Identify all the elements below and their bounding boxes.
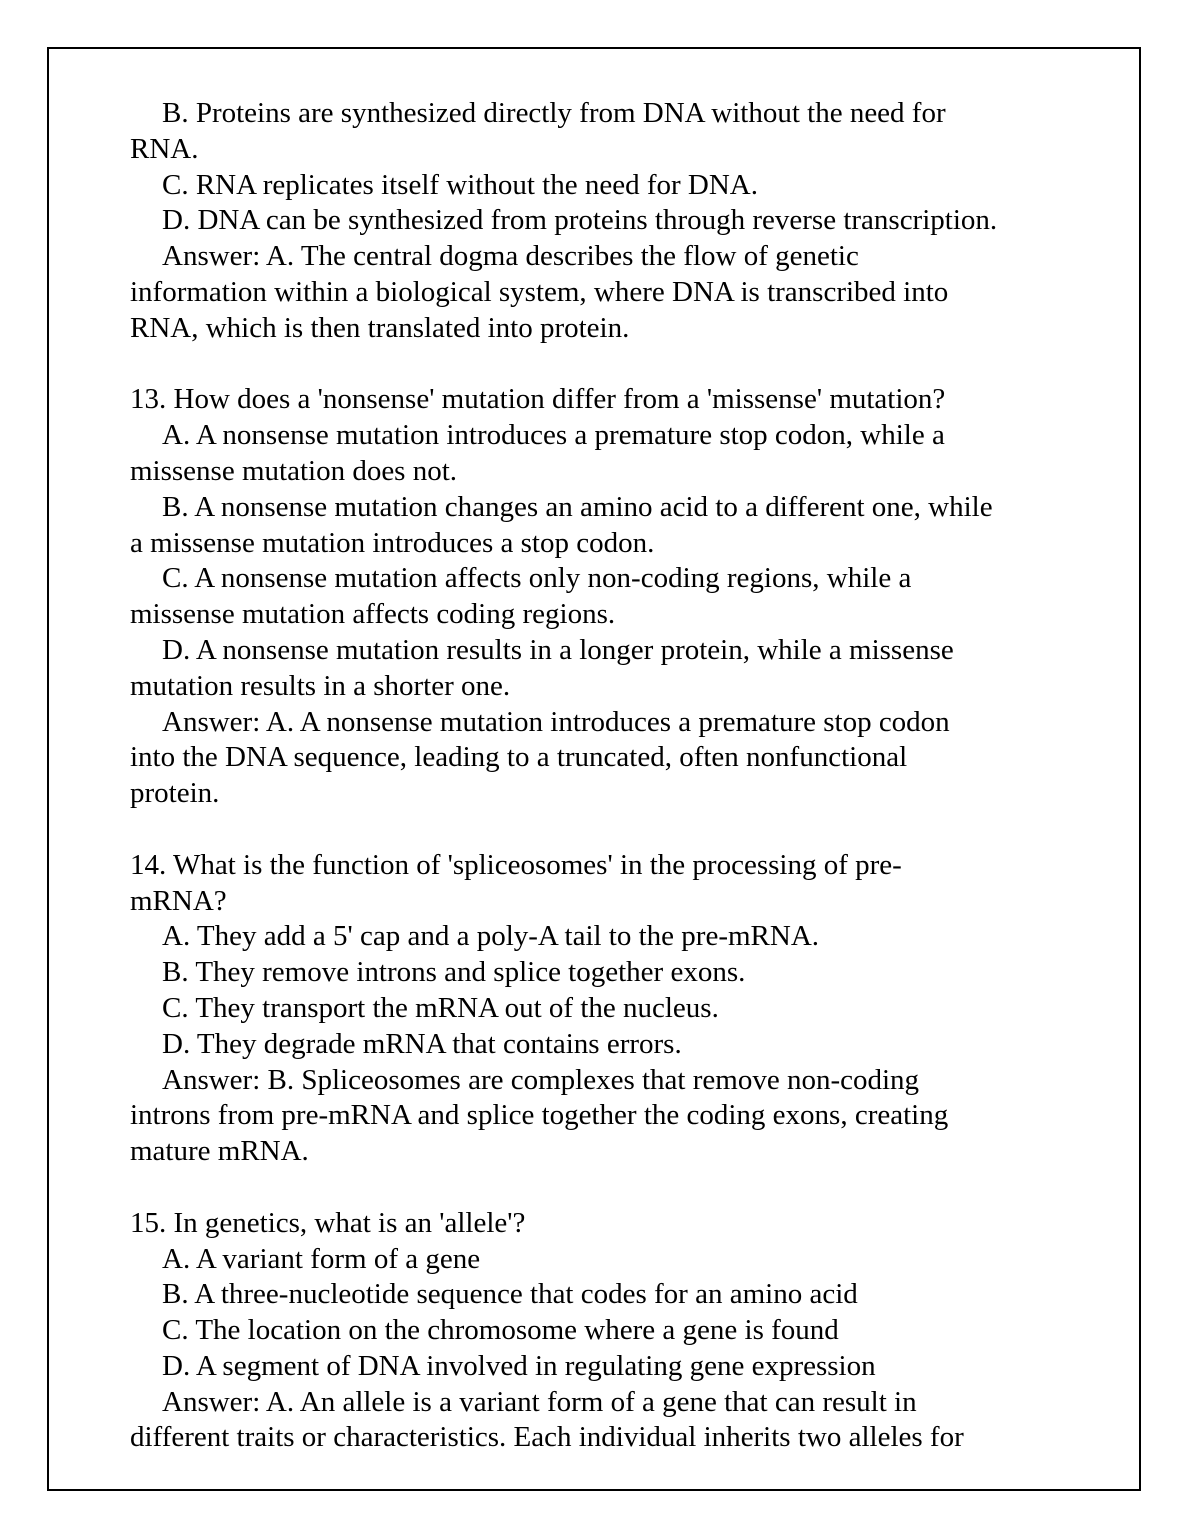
answer-continued: RNA, which is then translated into protein.: [130, 311, 630, 344]
option-b: B. A three-nucleotide sequence that codes for an amino acid: [162, 1278, 858, 1311]
question-text: 15. In genetics, what is an 'allele'?: [130, 1206, 526, 1239]
option-a: A. A variant form of a gene: [162, 1242, 481, 1275]
option-c: C. A nonsense mutation affects only non-coding regions, while a: [162, 562, 912, 595]
option-a: A. They add a 5' cap and a poly-A tail to the pre-mRNA.: [162, 920, 820, 953]
question-14: [130, 848, 1090, 1170]
answer: Answer: B. Spliceosomes are complexes that remove non-coding: [162, 1063, 920, 1096]
answer-continued: into the DNA sequence, leading to a truncated, often nonfunctional: [130, 741, 908, 774]
option-c: C. RNA replicates itself without the need for DNA.: [162, 168, 758, 201]
option-c: C. The location on the chromosome where a gene is found: [162, 1314, 839, 1347]
question-text: 14. What is the function of 'spliceosomes' in the processing of pre-: [130, 848, 902, 881]
option-d: D. They degrade mRNA that contains errors.: [162, 1027, 682, 1060]
answer: Answer: A. An allele is a variant form of a gene that can result in: [162, 1385, 917, 1418]
spacer: [130, 812, 1090, 848]
answer: Answer: A. The central dogma describes the flow of genetic: [162, 240, 859, 273]
option-d-continued: mutation results in a shorter one.: [130, 669, 511, 702]
question-15: [130, 1206, 1090, 1457]
answer-continued: protein.: [130, 777, 220, 810]
option-a: A. A nonsense mutation introduces a premature stop codon, while a: [162, 419, 945, 452]
option-b: B. They remove introns and splice together exons.: [162, 956, 746, 989]
spacer: [130, 1170, 1090, 1206]
option-b-continued: RNA.: [130, 132, 199, 165]
option-b-continued: a missense mutation introduces a stop codon.: [130, 526, 655, 559]
option-a-continued: missense mutation does not.: [130, 454, 458, 487]
spacer: [130, 347, 1090, 383]
document-body: [130, 96, 1090, 1456]
option-b: B. Proteins are synthesized directly from DNA without the need for: [162, 97, 946, 129]
answer: Answer: A. A nonsense mutation introduces a premature stop codon: [162, 705, 950, 738]
question-12-continuation: [130, 96, 1090, 347]
answer-continued: mature mRNA.: [130, 1135, 309, 1168]
option-d: D. A nonsense mutation results in a longer protein, while a missense: [162, 633, 954, 666]
answer-continued: introns from pre-mRNA and splice together the coding exons, creating: [130, 1099, 949, 1132]
question-text: 13. How does a 'nonsense' mutation differ from a 'missense' mutation?: [130, 383, 946, 416]
option-b: B. A nonsense mutation changes an amino acid to a different one, while: [162, 490, 993, 523]
question-13: [130, 382, 1090, 812]
question-text-continued: mRNA?: [130, 884, 227, 917]
option-c-continued: missense mutation affects coding regions.: [130, 598, 616, 631]
option-c: C. They transport the mRNA out of the nucleus.: [162, 991, 719, 1024]
option-d: D. A segment of DNA involved in regulating gene expression: [162, 1349, 876, 1382]
answer-continued: different traits or characteristics. Each individual inherits two alleles for: [130, 1421, 964, 1454]
option-d: D. DNA can be synthesized from proteins through reverse transcription.: [162, 204, 998, 237]
answer-continued: information within a biological system, where DNA is transcribed into: [130, 275, 949, 308]
